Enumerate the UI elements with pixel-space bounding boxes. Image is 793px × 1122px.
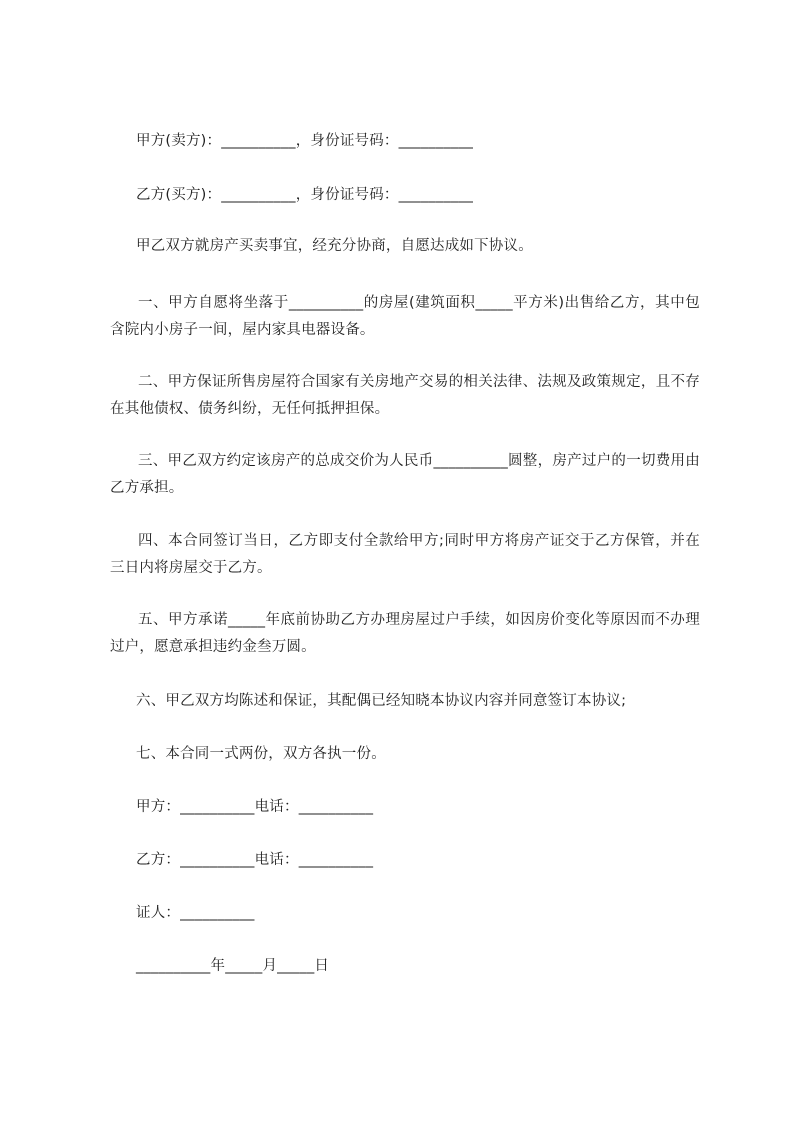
date-line: __________年_____月_____日 <box>136 958 330 974</box>
seller-info-line: 甲方(卖方)：__________，身份证号码：__________ <box>136 133 474 149</box>
witness-line: 证人：__________ <box>136 905 255 921</box>
agreement-intro: 甲乙双方就房产买卖事宜，经充分协商，自愿达成如下协议。 <box>136 238 533 254</box>
clause-2: 二、甲方保证所售房屋符合国家有关房地产交易的相关法律、法规及政策规定，且不存在其他债权、债务纠纷，无任何抵押担保。 <box>110 374 700 417</box>
clause-4: 四、本合同签订当日，乙方即支付全款给甲方;同时甲方将房产证交于乙方保管，并在三日内将房屋交于乙方。 <box>110 533 700 576</box>
clause-1: 一、甲方自愿将坐落于__________的房屋(建筑面积_____平方米)出售给乙方，其中包含院内小房子一间，屋内家具电器设备。 <box>110 295 700 338</box>
clause-5: 五、甲方承诺_____年底前协助乙方办理房屋过户手续，如因房价变化等原因而不办理过户，愿意承担违约金叁万圆。 <box>110 612 700 655</box>
clause-7: 七、本合同一式两份，双方各执一份。 <box>136 746 386 762</box>
party-b-signature-line: 乙方：__________电话：__________ <box>136 852 374 868</box>
clause-6: 六、甲乙双方均陈述和保证，其配偶已经知晓本协议内容并同意签订本协议; <box>136 693 627 709</box>
buyer-info-line: 乙方(买方)：__________，身份证号码：__________ <box>136 187 474 203</box>
clause-3: 三、甲乙双方约定该房产的总成交价为人民币__________圆整，房产过户的一切费用由乙方承担。 <box>110 453 700 496</box>
party-a-signature-line: 甲方：__________电话：__________ <box>136 799 374 815</box>
